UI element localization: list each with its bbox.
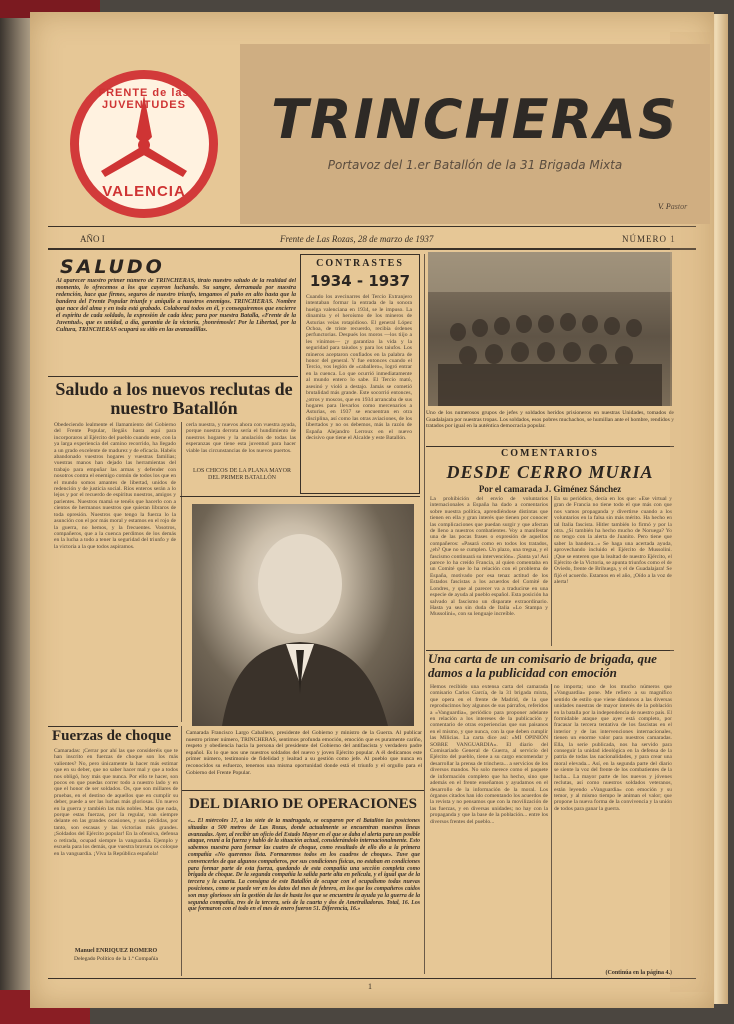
portrait-illustration xyxy=(192,504,414,726)
comentarios-label: COMENTARIOS xyxy=(501,448,599,459)
column-divider xyxy=(551,684,552,978)
comentarios-heading: DESDE CERRO MURIA xyxy=(446,462,654,482)
logo-bottom-text: VALENCIA xyxy=(102,183,186,200)
logo-top-text: FRENTE de las JUVENTUDES xyxy=(98,87,190,111)
comentarios-rule-top xyxy=(426,446,674,447)
masthead-rule-bottom xyxy=(48,248,696,250)
fuerzas-signature: Manuel ENRIQUEZ ROMERO xyxy=(74,948,158,954)
comentarios-byline: Por el camarada J. Giménez Sánchez xyxy=(478,484,622,494)
saludo-reclutas-text-col2: cerla nuestra, y nuevos ahora con vuestra ayuda, porque nuestra derrota sería el hundimiento de nuestros hogares y la anulación de todas las esperanzas que tiene esta juventud para hacer viable las circunstancias de los nuevos puertos. xyxy=(186,422,296,454)
paper-discoloration xyxy=(670,32,710,992)
column-divider xyxy=(181,422,182,722)
column-divider xyxy=(551,496,552,646)
carta-heading: Una carta de un comisario de brigada, que damos a la publicidad con emoción xyxy=(428,651,657,680)
soldiers-group-photo xyxy=(428,252,672,406)
saludo-rule xyxy=(48,376,298,377)
diario-rule xyxy=(182,790,424,791)
issue-location-date: Frente de Las Rozas, 28 de marzo de 1937 xyxy=(280,234,434,244)
newspaper-subtitle: Portavoz del 1.er Batallón de la 31 Brigada Mixta xyxy=(327,158,623,172)
fuerzas-signature-note: Delegado Político de la 1.ª Compañía xyxy=(74,956,158,962)
carta-text-col2: no importa; uno de los mucho números que «Vanguardia» pone. Me refiero a su magnífico sentido de estilo que viene dándonos a las diversas unidades nuestras de mayor interés de la población en la batalla por la independencia de nuestro país. El formidable ataque que ayer está completo, por fracasar la tercera tentativa de los fascistas en el interior y de las intervenciones internacionales, tienen un enorme valor para nuestros camaradas. Ella, la serie publicada, nos ha servido para conseguir la unidad ideológica en la defensa de la patria de todas las nacionalidades, y para crear una moral elevada... Así, en la segunda parte del diario se siente la voz del frente de los combatientes de la lucha... La mayor parte de los nuevos y jóvenes reclutas, así como nuestros soldados veteranos, están leyendo «Vanguardia» con emoción y su temor, y al mismo tiempo le animan el valor; que propone la nueva forma de la convivencia y la unión de todos para ganar la guerra. xyxy=(554,684,672,812)
fuerzas-heading: Fuerzas de choque xyxy=(52,728,172,744)
largo-caballero-portrait xyxy=(192,504,414,726)
newspaper-title: TRINCHERAS xyxy=(271,88,679,151)
contrastes-years: 1934 - 1937 xyxy=(309,272,411,290)
carta-text-col1: Hemos recibido una extensa carta del camarada comisario Carlos García, de la 31 brigada mixta, que opera en el frente de Madrid, de la que reproducimos hoy algunos de sus párrafos, referidos a «Vanguardia», periódico para proponer adelante en relación a los intereses de la publicación y comentario de otras experiencias que sus paisanos en el mismo, y que nunca, con la que deben cumplir las Milicias. La carta dice así: «MI OPINIÓN SOBRE VANGUARDIA». El diario del Comisariado General de Guerra, al servicio del Ejército del pueblo, tiene a su cargo encomendar y desarrollar la prensa de trinchera... a servicios de los diversos mandos. No solo merece como el paquete de información completo que ha hecho, sino que además en el frente enseñamos y ayudamos en el desarrollo de la información de la moral. Los órganos citados han ido comentando los acuerdos de la revista y no pensamos que con la movilización de las fuerzas, y en diversas unidades; no hay con la propaganda y que la base de la población... entre los diversos frentes del pueblo... xyxy=(430,684,548,825)
footer-rule xyxy=(48,978,696,979)
saludo-text: Al aparecer nuestro primer número de TRINCHERAS, tiraio nuestro saludo de la realidad del momento, lo ofrecemos a los que cayeron luchando. Su sangre, derramada por nuestra redención, hace que firmes, seguros de nuestro triunfo, tengamos el puño en alto hasta que la bandera del Frente Popular triunfe y aniquile a nuestros enemigos. TRINCHERAS. Nombre que nace del alma y en toda está grabado. Colaborad todos en él, y conseguiremos que encierre el espíritu de cada soldado, la expresión de cada idea; para por nuestra Batalla, «Frente de la Juventud», que es unidad, a día, garantía de la victoria, ¡honrémosle! Por la Libertad, por la Cultura, TRINCHERAS ocupará su sitio en las avanzadillas. xyxy=(56,278,296,333)
book-spine xyxy=(0,0,34,1024)
artist-signature: V. Pastor xyxy=(658,202,688,211)
newspaper-page xyxy=(30,12,714,1008)
frente-juventudes-logo xyxy=(70,70,218,218)
diario-heading: DEL DIARIO DE OPERACIONES xyxy=(189,796,417,812)
issue-year: AÑO I xyxy=(80,234,105,244)
comentarios-text-col1: La prohibición del envío de voluntarios internacionales a España ha dado a comentarios sobre nuestra política, aprendiéndose distintas que tienen en ella y gran interés que tienen por conocer las complicaciones que puedan surgir y que afectan de lleno a nuestros combatientes. Voy a manifestar una de las pocas frases o expresión de aquellos compañeros: «Pasará como en todos los tratados, ¿eh? Que no se cumplen. Un plazo, una tregua, y el fascismo continuará su intervención». ¡Santa ya! Así parece lo ha creído Francia, al quien comentaba en un Comité que lo ha relación con el problema de España, motivado por esa tenaz actitud de los Estados fascistas a los acuerdos del Comité de Londres, y que al parecer va a traducirse en una especie de ayuda al pueblo español. Esta posición ha salvado al fascismo un disparate extraordinario. Hasta ya sea sin duda de Italia «Lo Stampa y Mussolini», con su lenguaje increíble. xyxy=(430,496,548,618)
fuerzas-text: Camaradas: ¡Cerrar por ahí las que consideréis que te han inscrito en fuerzas de choque son los más valientes? No, pero únicamente la hacer más estimar que en su deber, que no saber hacer mal y que a todos nos obligó, hoy más que nunca. Por ello te hacer, son pocos en que puedas correr todo a nuestro lado y en que el honor de ser soldados. Os, que son millares de pruebas, en el destino de aquellos que en cumplir su deber, puede a ser las luchas más gloriosas. Un nuevo en la guerra y también las más nobles. Mas que nada, porque estas fuerzas, por la regular, van siempre delante en las grandes ocasiones, y sus pérdidas, por tanto, son escasas y las victorias más grandes. ¡Soldados del Ejército popular! En la ofensiva, defensa o retirada, ocupad siempre la vanguardia. Ejemplo y escuela para los demás, que vuestra bravura os coloque en la vanguardia. ¡Viva la República española! xyxy=(54,748,178,857)
masthead-rule-top xyxy=(48,226,696,227)
contrastes-text: Cuando los avecinarres del Tercio Extranjero intentaban formar la entrada de la sonora huelga valenciana en 1934, se le impuso. La dinamita y el heroísmo de los mineros de Asturias veías rotapidioso. El general López Ochoa, de triste recuerdo, recibía órdenes perfunctorias. Después los moros —los tiijo a les vinimos— ¡y garantizo la vida y la seguridad para taiudos y para los taiufos. Los mineros aceptaron confiados en la palabra de honor del general. Y fue entonces cuando el Tercio, vos legión de «caballero», logró entrar en la cuenca. Lo que ocurrió inmediatamente al mundo entero lo sabe. El Tercio mató, asesinó y violó a destajo. Jamás se cometió brutalidad más grande. Este socorrió entonces, ¿otros y moscos, que en 1934 arrancaba de sus hogares para llevarlos como mercenarios a Asturias, en 1937 se encuentran en otra disciplina, así como las otras aviaciones, de los libertados y no os debemos, más la razón de España Alejandro Lerroux en el nuevo decisivo que tiene el Alcalde y este Batallón. xyxy=(306,294,412,441)
issue-number: NÚMERO 1 xyxy=(622,234,676,244)
column-divider xyxy=(424,254,425,974)
saludo-reclutas-text-col1: Obedeciendo lealmente el llamamiento del Gobierno del Frente Popular, llegáis hasta aquí para incorporaros al Ejército del pueblo cuando este, con la ya larga experiencia del camino recorrido, ha llegado a un grado excelente de madurez y de eficacia. Habéis abandonado vuestros hogares y vuestras familias; vuestras manos han dejado las herramientas del trabajo para empuñar las armas y defender con nosotros contra el enemigo común de todos los que en el mundo somos amantes de libertad, unidos de redención y de justicia social. Ríos enteros serán a lo lejos y por el recuerdo de espíritus nuestros, amigos y parientes. Nuestros mamá se tenéis que hacerlo con a cientos de hermanos nuestros que quieran libraros de toda opresión. Nuestros que tengo la fuerza lo la asunción con el por más moral y estamos en el rojo de la guerra, no hemos, y la frecuentes. Vosotros, compañeros, que a la cuenca perdimos de los demás en la lucha a todo a tener la seguridad del triunfo y de la victoria a la que todos aspiramos. xyxy=(54,422,176,550)
soldiers-photo-caption: Uno de los numerosos grupos de jefes y soldados heridos prisioneros en nuestras Unidades, tomados de Guadalajara por nuestras tropas. Los soldados, esos pobres muchachos, se humillan ante el hombre, rendidos y tratados por igual en la auténtica democracia popular. xyxy=(426,410,674,430)
fuerzas-rule xyxy=(48,726,178,727)
portrait-caption: Camarada Francisco Largo Caballero, presidente del Gobierno y ministro de la Guerra. Al publicar nuestro primer número, TRINCHERAS, sentimos profunda emoción, emoción que es puramente cariño, respeto y obediencia hacia la persona del presidente del Gobierno del antifascista y verdadero padre español. Es lo que nos une nuestros soldados del nuevo y joven Ejército popular. A él dedicamos este primer número, testimonio de fidelidad y lealtad a su gestión como jefe. Al pueblo que nunca en reconocidos su esfuerzo, tenemos una misma oportunidad donde está el triunfo y el orgullo para el Gobierno del Frente Popular. xyxy=(186,730,422,776)
comentarios-text-col2: En su periódico, decía en los que: «Ese virtual y gran de Francia no tiene todo el que más con que nos vamos propaganda y divertirse cuando a los voluntarios en la falsa sin más mérito. Ha hecho en tal Italia fascista. Hitler también lo firmó y por la otra. ¿Sí también ha hecho mucho de Noruega? Yo no tengo con la alerta de Juanito. Pero tiene que saber la bandera...» Se haga una acertada ayuda, aprovechando incluido el Ejército de Mussolini. ¡Que se enteren que la lealtad de nuestro Ejército, el Ejército de la Victoria, se apunta triunfos como el de Oviedo, frente de Brihuega, y el de Guadalajara! Se fijó el acuerdo. Estamos en el año, ¡Oído a la voz de alerta! xyxy=(554,496,672,586)
portrait-rule xyxy=(180,496,420,497)
saludo-heading: SALUDO xyxy=(60,256,165,278)
diario-text: «... El miércoles 17, a las siete de la madrugada, se ocuparon por el Batallón las posiciones situadas a 500 metros de Las Rozas, donde actualmente se encuentran nuestras líneas avanzadas. Ayer, al recibir un oficio del Estado Mayor en el que se daba el alerta para un posible ataque, reuní a la fuerza y habló de la situación actual, considerándolo internacionalmente. Esto sabemos nuestra para formar las cuatro de choque, como resultado de ello dio a la primera compañía «No queremos lista. Formaremos todos en los cuadros de choque». Tuve que convencerles de que algunos compañeros, por sus condiciones físicas, no estaban en condiciones para formar parte de esta fuerza, quedando de esta compañía una sección completa como brigada de choque. De la segunda compañía la salida parte alta en película, y el igual que de la tercera y la cuarta. La consigna de este Batallón de ocupar con el ocupalismo todas nuevas posiciones, como se puede ver en los datos del mes de febrero, en los que los compañeros caídos son muy gloriosos sin la gestión da las de hasta los que se encuentra la ayuda ya la guerra de la segunda compañía, tres de la tercera, seis de la cuarta y dos de Ametralladoras. Total, 16. Los que formaron con el todo en el mes de enero fueron 51. Diferencia, 16.» xyxy=(188,818,420,913)
column-divider xyxy=(181,726,182,976)
saludo-reclutas-heading: Saludo a los nuevos reclutas de nuestro Batallón xyxy=(55,379,293,418)
contrastes-label: CONTRASTES xyxy=(316,258,404,269)
carta-continued-note: (Continúa en la página 4.) xyxy=(605,970,672,976)
saludo-reclutas-signature: LOS CHICOS DE LA PLANA MAYOR DEL PRIMER BATALLÓN xyxy=(193,468,291,481)
soldiers-group-illustration xyxy=(428,252,672,406)
page-number: 1 xyxy=(368,982,372,991)
